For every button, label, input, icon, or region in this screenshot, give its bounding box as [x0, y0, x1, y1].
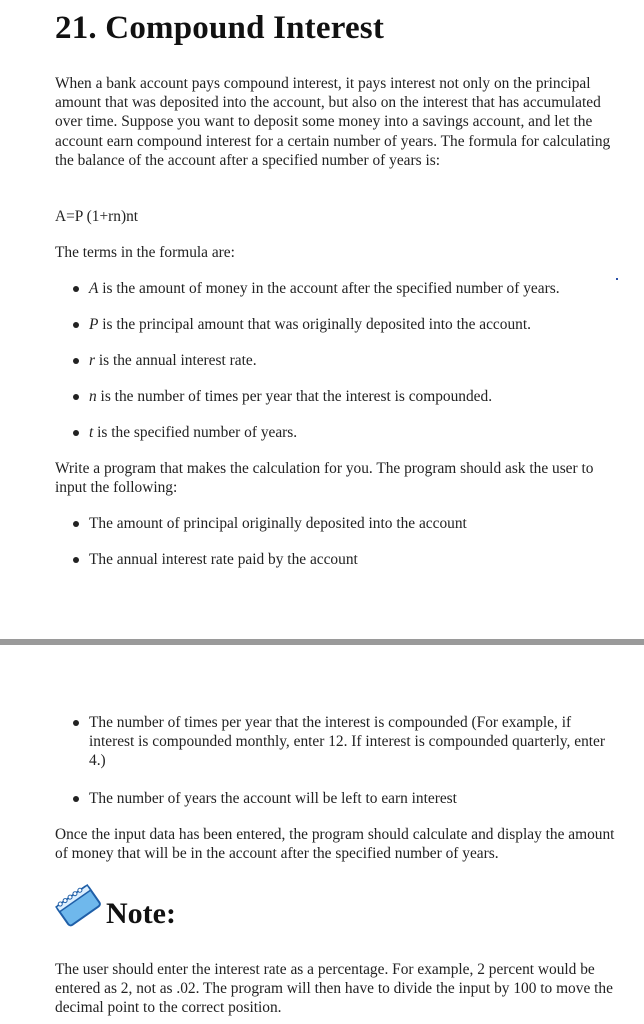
page-title: 21. Compound Interest: [55, 10, 385, 46]
formula: A=P (1+rn)nt: [55, 208, 139, 225]
term-item: [89, 423, 297, 442]
program-paragraph: Write a program that makes the calculation for you. The program should ask the user to input the following:: [55, 460, 594, 497]
notepad-icon: [53, 880, 103, 930]
page-divider: [0, 639, 644, 645]
term-variable: t: [89, 424, 94, 441]
note-text: The user should enter the interest rate as a percentage. For example, 2 percent would be entered as 2, not as .02. The program will then have to divide the input by 100 to move the decimal point to the correct position.: [55, 961, 613, 1017]
term-item: [89, 351, 257, 370]
term-item: [89, 279, 560, 298]
term-description: is the specified number of years.: [93, 424, 298, 441]
term-item: [89, 315, 531, 334]
input-item: The number of times per year that the interest is compounded (For example, if interest is compounded monthly, enter 12. If interest is compounded quarterly, enter 4.): [89, 713, 617, 771]
term-variable: A: [89, 280, 99, 297]
term-variable: P: [89, 316, 99, 333]
intro-paragraph: When a bank account pays compound interest, it pays interest not only on the principal amount that was deposited into the account, but also on the interest that has accumulated over time. Suppose you want to deposit some money into a savings account, and let the account earn compound interest for a certain number of years. The formula for calculating the balance of the account after a specified number of years is:: [55, 75, 611, 169]
input-item: The annual interest rate paid by the account: [89, 551, 358, 568]
stray-mark: [616, 278, 618, 280]
closing-paragraph: Once the input data has been entered, the program should calculate and display the amount of money that will be in the account after the specified number of years.: [55, 826, 615, 863]
term-item: [89, 387, 492, 406]
term-description: is the number of times per year that the interest is compounded.: [96, 388, 493, 405]
term-description: is the principal amount that was originally deposited into the account.: [98, 316, 531, 333]
term-description: is the annual interest rate.: [95, 352, 257, 369]
term-description: is the amount of money in the account after the specified number of years.: [98, 280, 560, 297]
input-item: The amount of principal originally deposited into the account: [89, 515, 467, 532]
note-heading: Note:: [106, 897, 176, 930]
term-variable: n: [89, 388, 97, 405]
terms-heading: The terms in the formula are:: [55, 244, 235, 261]
term-variable: r: [89, 352, 95, 369]
input-item: The number of years the account will be left to earn interest: [89, 790, 457, 807]
